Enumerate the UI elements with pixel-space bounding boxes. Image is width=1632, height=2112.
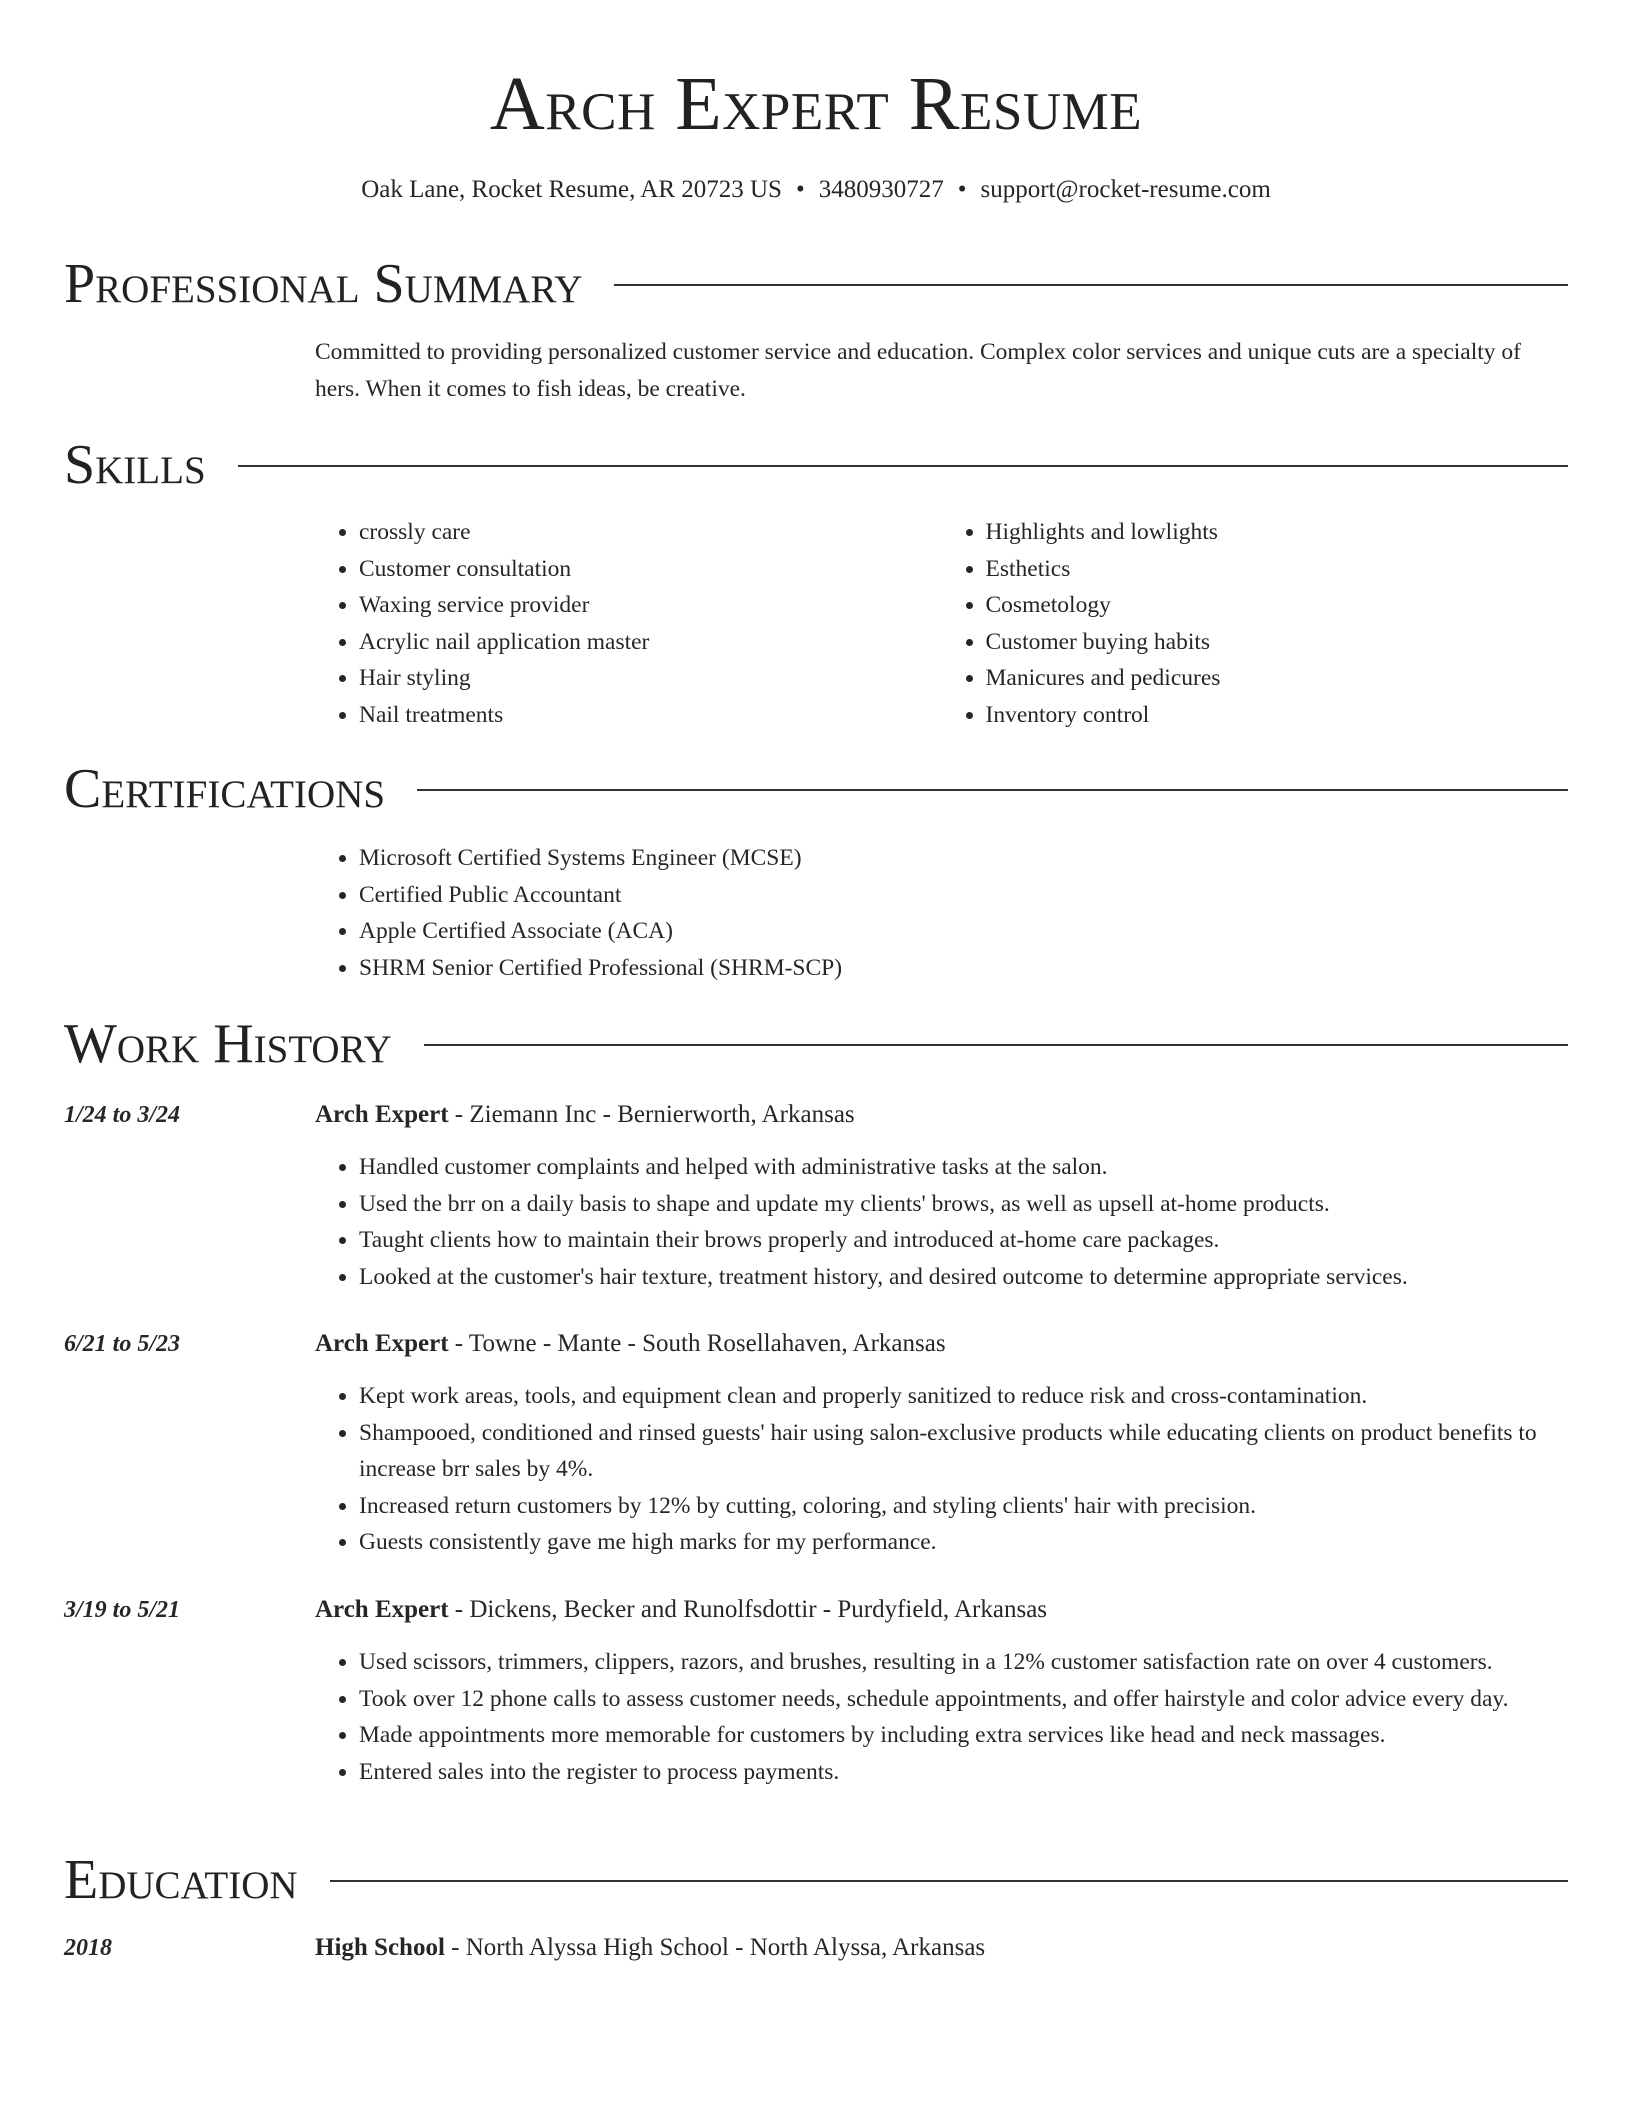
job-bullet: • Handled customer complaints and helped with administrative tasks at the salon. xyxy=(359,1149,1568,1186)
job-employer: - Dickens, Becker and Runolfsdottir - Purdyfield, Arkansas xyxy=(448,1596,1048,1623)
skill-item: • Esthetics xyxy=(986,551,1569,588)
summary-header xyxy=(64,252,1568,316)
certification-item: • Certified Public Accountant xyxy=(359,877,1568,914)
education-year: 2018 xyxy=(64,1935,112,1961)
job-dates: 1/24 to 3/24 xyxy=(64,1102,181,1128)
separator: • xyxy=(957,176,967,203)
job-bullets xyxy=(315,1378,1568,1561)
section-title-education: Education xyxy=(64,1849,298,1911)
skill-item: • Hair styling xyxy=(359,660,942,697)
skill-item: • Customer consultation xyxy=(359,551,942,588)
job-entry xyxy=(315,1326,1568,1561)
skill-item: • Acrylic nail application master xyxy=(359,624,942,661)
job-bullet: • Shampooed, conditioned and rinsed guests' hair using salon-exclusive products while educating clients on product benefits to increase brr sales by 4%. xyxy=(359,1415,1568,1488)
section-divider xyxy=(424,1044,1568,1046)
work-history-header xyxy=(64,1012,1568,1076)
certifications-header xyxy=(64,757,1568,821)
summary-text: Committed to providing personalized customer service and education. Complex color services and unique cuts are a specialty of hers. When it comes to fish ideas, be creative. xyxy=(315,339,1521,402)
job-bullet: • Guests consistently gave me high marks for my performance. xyxy=(359,1524,1568,1561)
job-heading xyxy=(315,1592,1568,1628)
certifications-block xyxy=(315,840,1568,986)
education-heading xyxy=(315,1930,1568,1966)
email: support@rocket-resume.com xyxy=(980,176,1271,203)
section-title-certifications: Certifications xyxy=(64,758,386,820)
education-school: - North Alyssa High School - North Alyssa, Arkansas xyxy=(444,1934,986,1961)
skill-item: • Cosmetology xyxy=(986,587,1569,624)
skill-item: • Manicures and pedicures xyxy=(986,660,1569,697)
section-title-work-history: Work History xyxy=(64,1013,392,1075)
job-bullet: • Used scissors, trimmers, clippers, razors, and brushes, resulting in a 12% customer satisfaction rate on over 4 customers. xyxy=(359,1644,1568,1681)
skill-item: • Highlights and lowlights xyxy=(986,514,1569,551)
job-employer: - Towne - Mante - South Rosellahaven, Arkansas xyxy=(448,1330,946,1357)
education-entry xyxy=(315,1930,1568,1982)
job-bullet: • Took over 12 phone calls to assess customer needs, schedule appointments, and offer hairstyle and color advice every day. xyxy=(359,1681,1568,1718)
section-divider xyxy=(614,284,1568,286)
job-bullets xyxy=(315,1644,1568,1790)
summary-block xyxy=(315,334,1568,407)
job-bullet: • Kept work areas, tools, and equipment clean and properly sanitized to reduce risk and cross-contamination. xyxy=(359,1378,1568,1415)
certification-item: • Microsoft Certified Systems Engineer (MCSE) xyxy=(359,840,1568,877)
job-heading xyxy=(315,1326,1568,1362)
certifications-list xyxy=(315,840,1568,986)
section-divider xyxy=(238,465,1568,467)
section-divider xyxy=(417,789,1568,791)
job-bullet: • Increased return customers by 12% by cutting, coloring, and styling clients' hair with precision. xyxy=(359,1488,1568,1525)
certification-item: • Apple Certified Associate (ACA) xyxy=(359,913,1568,950)
job-entry xyxy=(315,1097,1568,1295)
resume-page xyxy=(64,0,1568,1961)
skills-header xyxy=(64,433,1568,497)
job-title: Arch Expert xyxy=(315,1596,449,1623)
job-title: Arch Expert xyxy=(315,1101,449,1128)
job-bullet: • Entered sales into the register to process payments. xyxy=(359,1754,1568,1791)
section-divider xyxy=(330,1880,1568,1882)
skill-item: • Inventory control xyxy=(986,697,1569,734)
skill-item: • Nail treatments xyxy=(359,697,942,734)
contact-line xyxy=(64,174,1568,206)
phone: 3480930727 xyxy=(818,176,944,203)
job-heading xyxy=(315,1097,1568,1133)
job-dates: 6/21 to 5/23 xyxy=(64,1331,181,1357)
address: Oak Lane, Rocket Resume, AR 20723 US xyxy=(361,176,782,203)
skills-right-list xyxy=(942,514,1569,733)
job-bullet: • Looked at the customer's hair texture, treatment history, and desired outcome to determine appropriate services. xyxy=(359,1259,1568,1296)
job-bullets xyxy=(315,1149,1568,1295)
job-bullet: • Used the brr on a daily basis to shape and update my clients' brows, as well as upsell at-home products. xyxy=(359,1186,1568,1223)
skills-block xyxy=(315,514,1568,733)
separator: • xyxy=(795,176,805,203)
skill-item: • Customer buying habits xyxy=(986,624,1569,661)
skills-left-list xyxy=(315,514,942,733)
job-entry xyxy=(315,1592,1568,1790)
section-title-skills: Skills xyxy=(64,434,206,496)
job-title: Arch Expert xyxy=(315,1330,449,1357)
job-employer: - Ziemann Inc - Bernierworth, Arkansas xyxy=(448,1101,855,1128)
job-bullet: • Made appointments more memorable for customers by including extra services like head and neck massages. xyxy=(359,1717,1568,1754)
skill-item: • Waxing service provider xyxy=(359,587,942,624)
skill-item: • crossly care xyxy=(359,514,942,551)
job-bullet: • Taught clients how to maintain their brows properly and introduced at-home care packages. xyxy=(359,1222,1568,1259)
education-degree: High School xyxy=(315,1934,445,1961)
resume-name: Arch Expert Resume xyxy=(489,62,1143,146)
education-header xyxy=(64,1848,1568,1912)
section-title-summary: Professional Summary xyxy=(64,253,583,315)
job-dates: 3/19 to 5/21 xyxy=(64,1597,181,1623)
certification-item: • SHRM Senior Certified Professional (SHRM-SCP) xyxy=(359,950,1568,987)
